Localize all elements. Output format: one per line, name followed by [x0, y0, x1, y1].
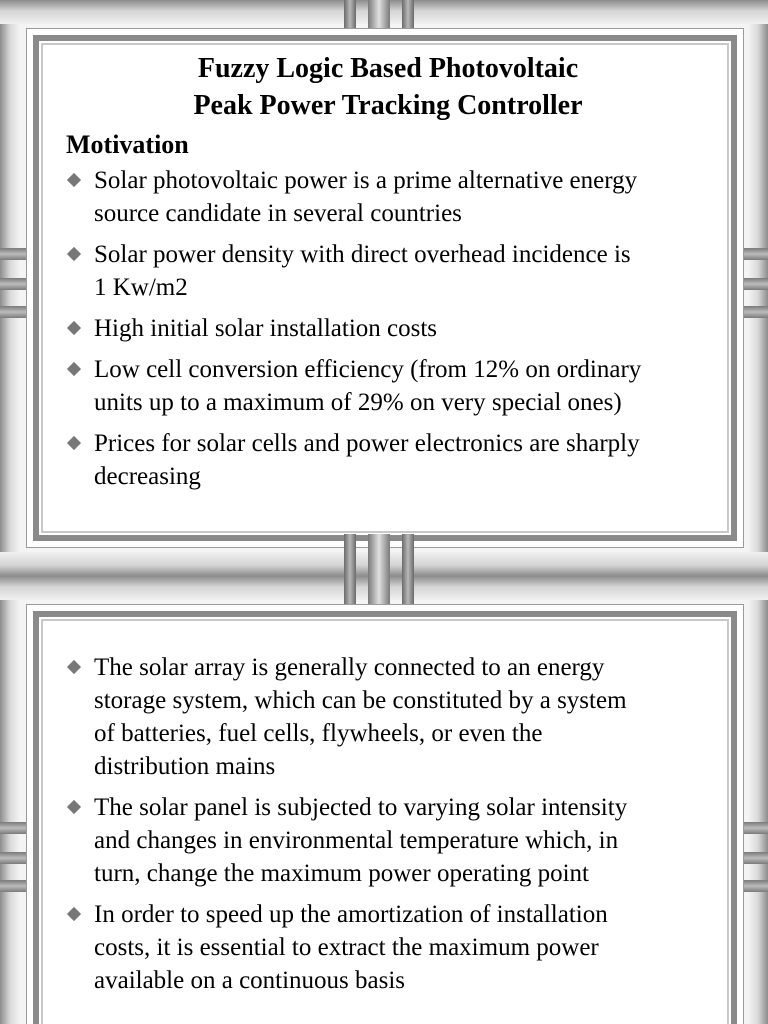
bullet-item: [66, 164, 710, 230]
title-line: Peak Power Tracking Controller: [193, 90, 583, 121]
bullet-text: of batteries, fuel cells, flywheels, or even the: [94, 720, 543, 747]
bullet-item: [66, 898, 710, 997]
bullet-text: decreasing: [94, 463, 201, 490]
bullet-text: and changes in environmental temperature which, in: [94, 827, 619, 854]
bullet-item: [66, 791, 710, 890]
bullet-item: [66, 353, 710, 419]
bullet-item: [66, 312, 710, 345]
bullet-text: source candidate in several countries: [94, 200, 462, 227]
bullet-text: available on a continuous basis: [94, 967, 406, 994]
bullet-text: Solar photovoltaic power is a prime alternative energy: [94, 167, 638, 194]
slide-1-content: [66, 50, 710, 501]
diamond-bullet-icon: [67, 321, 81, 335]
bullet-list: [66, 164, 710, 493]
bullet-text: 1 Kw/m2: [94, 274, 188, 301]
bullet-text: distribution mains: [94, 753, 276, 780]
diamond-bullet-icon: [67, 800, 81, 814]
title-line: Fuzzy Logic Based Photovoltaic: [197, 53, 579, 84]
bullet-text: Solar power density with direct overhead incidence is: [94, 241, 631, 268]
bullet-item: [66, 427, 710, 493]
bullet-text: High initial solar installation costs: [94, 315, 438, 342]
bottom-pillar-decoration: [340, 534, 420, 576]
bullet-text: turn, change the maximum power operating point: [94, 860, 590, 887]
bullet-list: [66, 651, 710, 997]
slide-2-content: [66, 651, 710, 1005]
bullet-item: [66, 651, 710, 783]
diamond-bullet-icon: [67, 173, 81, 187]
bullet-text: Prices for solar cells and power electronics are sharply: [94, 430, 640, 457]
diamond-bullet-icon: [67, 362, 81, 376]
diamond-bullet-icon: [67, 436, 81, 450]
bullet-text: The solar panel is subjected to varying solar intensity: [94, 794, 628, 821]
diamond-bullet-icon: [67, 660, 81, 674]
bullet-item: [66, 238, 710, 304]
bullet-text: costs, it is essential to extract the maximum power: [94, 934, 599, 961]
section-heading: Motivation: [66, 130, 189, 159]
bullet-text: The solar array is generally connected to an energy: [94, 654, 605, 681]
diamond-bullet-icon: [67, 907, 81, 921]
diamond-bullet-icon: [67, 247, 81, 261]
bullet-text: In order to speed up the amortization of installation: [94, 901, 608, 928]
slide-2: [0, 576, 768, 1024]
bullet-text: Low cell conversion efficiency (from 12% on ordinary: [94, 356, 642, 383]
slide-title: [66, 50, 710, 124]
bullet-text: units up to a maximum of 29% on very special ones): [94, 389, 622, 416]
bullet-text: storage system, which can be constituted by a system: [94, 687, 627, 714]
